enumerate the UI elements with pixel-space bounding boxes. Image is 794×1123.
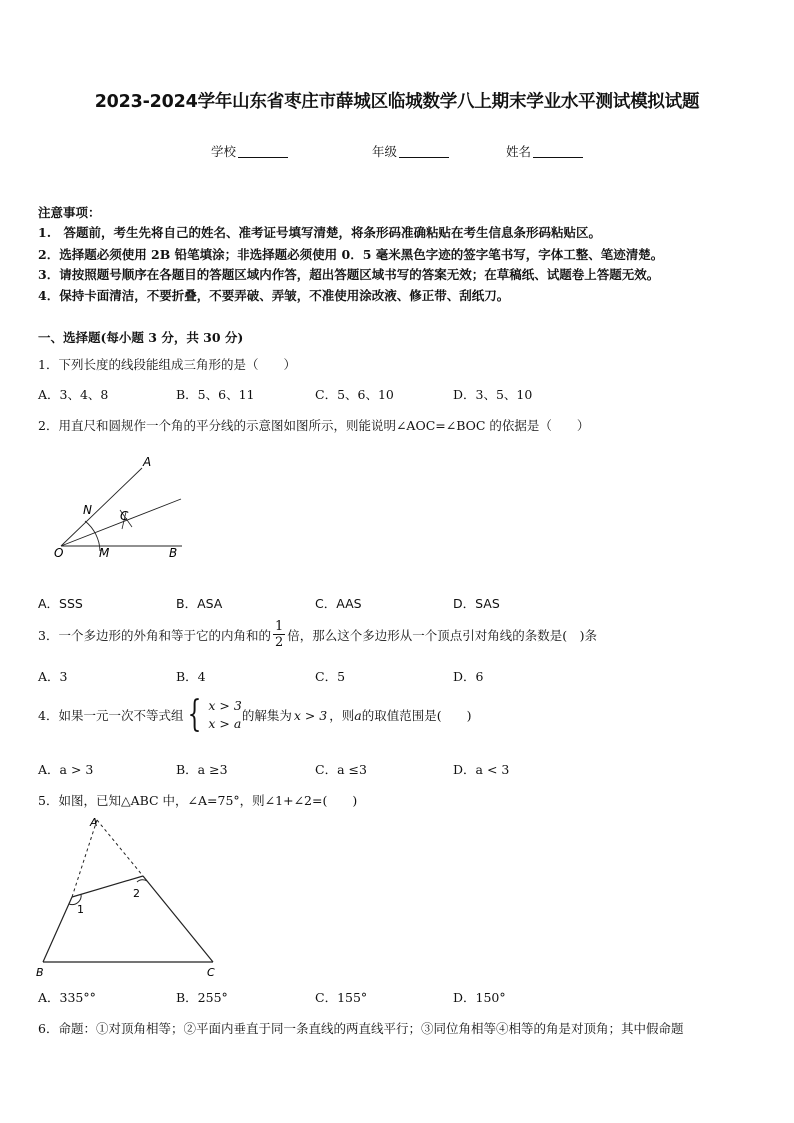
label-a: A [90, 816, 98, 829]
ray-oa [61, 468, 142, 546]
label-c: C [120, 509, 129, 523]
q1-option-c[interactable]: C．5、6、10 [315, 387, 394, 402]
page-title: 2023-2024学年山东省枣庄市薛城区临城数学八上期末学业水平测试模拟试题 [94, 92, 700, 112]
q5-option-a[interactable]: A．335°° [38, 990, 96, 1005]
q6-stem: 6．命题：①对顶角相等；②平面内垂直于同一条直线的两直线平行；③同位角相等④相等的角是对顶角；其中假命题 [38, 1021, 684, 1036]
q5-stem: 5．如图，已知△ABC 中，∠A=75°，则∠1+∠2=( ) [38, 793, 358, 808]
name-label: 姓名 [506, 144, 532, 159]
note-item-1: 1. 答题前，考生先将自己的姓名、准考证号填写清楚，将条形码准确粘贴在考生信息条形码粘贴区。 [38, 225, 602, 240]
q2-option-c[interactable]: C．AAS [315, 596, 362, 611]
label-m: M [99, 546, 110, 560]
name-blank[interactable] [533, 145, 583, 158]
side-c-lower [143, 876, 213, 962]
q3-stem-after: 倍，那么这个多边形从一个顶点引对角线的条数是( )条 [287, 627, 598, 643]
school-field[interactable] [211, 142, 288, 160]
label-2: 2 [133, 887, 140, 900]
q3-frac-num: 1 [274, 619, 284, 634]
q2-option-a[interactable]: A．SSS [38, 596, 83, 611]
note-item-2: 2．选择题必须使用 2B 铅笔填涂；非选择题必须使用 0．5 毫米黑色字迹的签字笔书写，字体工整、笔迹清楚。 [38, 247, 664, 262]
triangle-figure [35, 812, 225, 982]
q4-stem-before: 4．如果一元一次不等式组 [38, 708, 184, 723]
angle-2-arc [137, 880, 147, 882]
name-field[interactable] [506, 142, 583, 160]
q3-option-a[interactable]: A．3 [38, 669, 68, 684]
q4-stem-mid2: ，则 [329, 708, 355, 723]
q5-option-d[interactable]: D．150° [453, 990, 506, 1005]
label-c: C [207, 966, 215, 979]
q2-option-b[interactable]: B．ASA [176, 596, 223, 611]
q1-stem: 1．下列长度的线段能组成三角形的是（ ） [38, 357, 296, 372]
q4-option-d[interactable]: D．a < 3 [453, 762, 510, 777]
label-b: B [169, 546, 178, 560]
q4-var: a [354, 707, 362, 723]
grade-blank[interactable] [399, 145, 449, 158]
q4-stem [38, 694, 472, 735]
q4-row-1: x > 3 [208, 698, 242, 713]
q3-option-b[interactable]: B．4 [176, 669, 206, 684]
side-b-lower [43, 897, 72, 962]
angle-bisector-figure [50, 450, 190, 562]
label-1: 1 [77, 903, 84, 916]
q5-option-b[interactable]: B．255° [176, 990, 228, 1005]
grade-label: 年级 [372, 144, 398, 159]
q1-option-b[interactable]: B．5、6、11 [176, 387, 255, 402]
q4-inequality-system [183, 694, 242, 735]
q1-option-a[interactable]: A．3、4、8 [38, 387, 109, 402]
side-c-dashed [97, 820, 143, 876]
q3-fraction [273, 620, 285, 649]
note-item-3: 3．请按照题号顺序在各题目的答题区域内作答，超出答题区域书写的答案无效；在草稿纸、试题卷上答题无效。 [38, 267, 660, 282]
q4-stem-mid: 的解集为 [241, 708, 292, 723]
q4-solution: x > 3 [293, 707, 328, 723]
q4-stem-after: 的取值范围是( ) [361, 708, 472, 723]
notes-heading: 注意事项： [38, 205, 101, 220]
label-o: O [54, 546, 64, 560]
grade-field[interactable] [372, 142, 449, 160]
school-blank[interactable] [238, 145, 288, 158]
brace-icon: { [188, 694, 202, 735]
q1-option-d[interactable]: D．3、5、10 [453, 387, 533, 402]
q3-stem-before: 3．一个多边形的外角和等于它的内角和的 [38, 627, 271, 643]
school-label: 学校 [211, 144, 237, 159]
q3-frac-den: 2 [274, 635, 284, 650]
section-heading: 一、选择题(每小题 3 分，共 30 分) [38, 330, 244, 345]
q3-option-c[interactable]: C．5 [315, 669, 346, 684]
q4-option-b[interactable]: B．a ≥3 [176, 762, 228, 777]
label-n: N [83, 503, 92, 517]
q2-stem: 2．用直尺和圆规作一个角的平分线的示意图如图所示，则能说明∠AOC=∠BOC 的依据是（ ） [38, 418, 590, 433]
q3-stem [38, 620, 597, 649]
q4-option-a[interactable]: A．a > 3 [38, 762, 94, 777]
q4-option-c[interactable]: C．a ≤3 [315, 762, 367, 777]
label-b: B [36, 966, 44, 979]
q3-option-d[interactable]: D．6 [453, 669, 484, 684]
q2-option-d[interactable]: D．SAS [453, 596, 500, 611]
side-b-dashed [72, 820, 97, 897]
note-item-4: 4．保持卡面清洁，不要折叠，不要弄破、弄皱，不准使用涂改液、修正带、刮纸刀。 [38, 288, 510, 303]
label-a: A [143, 455, 152, 469]
q4-row-2: x > a [208, 716, 242, 731]
q5-option-c[interactable]: C．155° [315, 990, 368, 1005]
